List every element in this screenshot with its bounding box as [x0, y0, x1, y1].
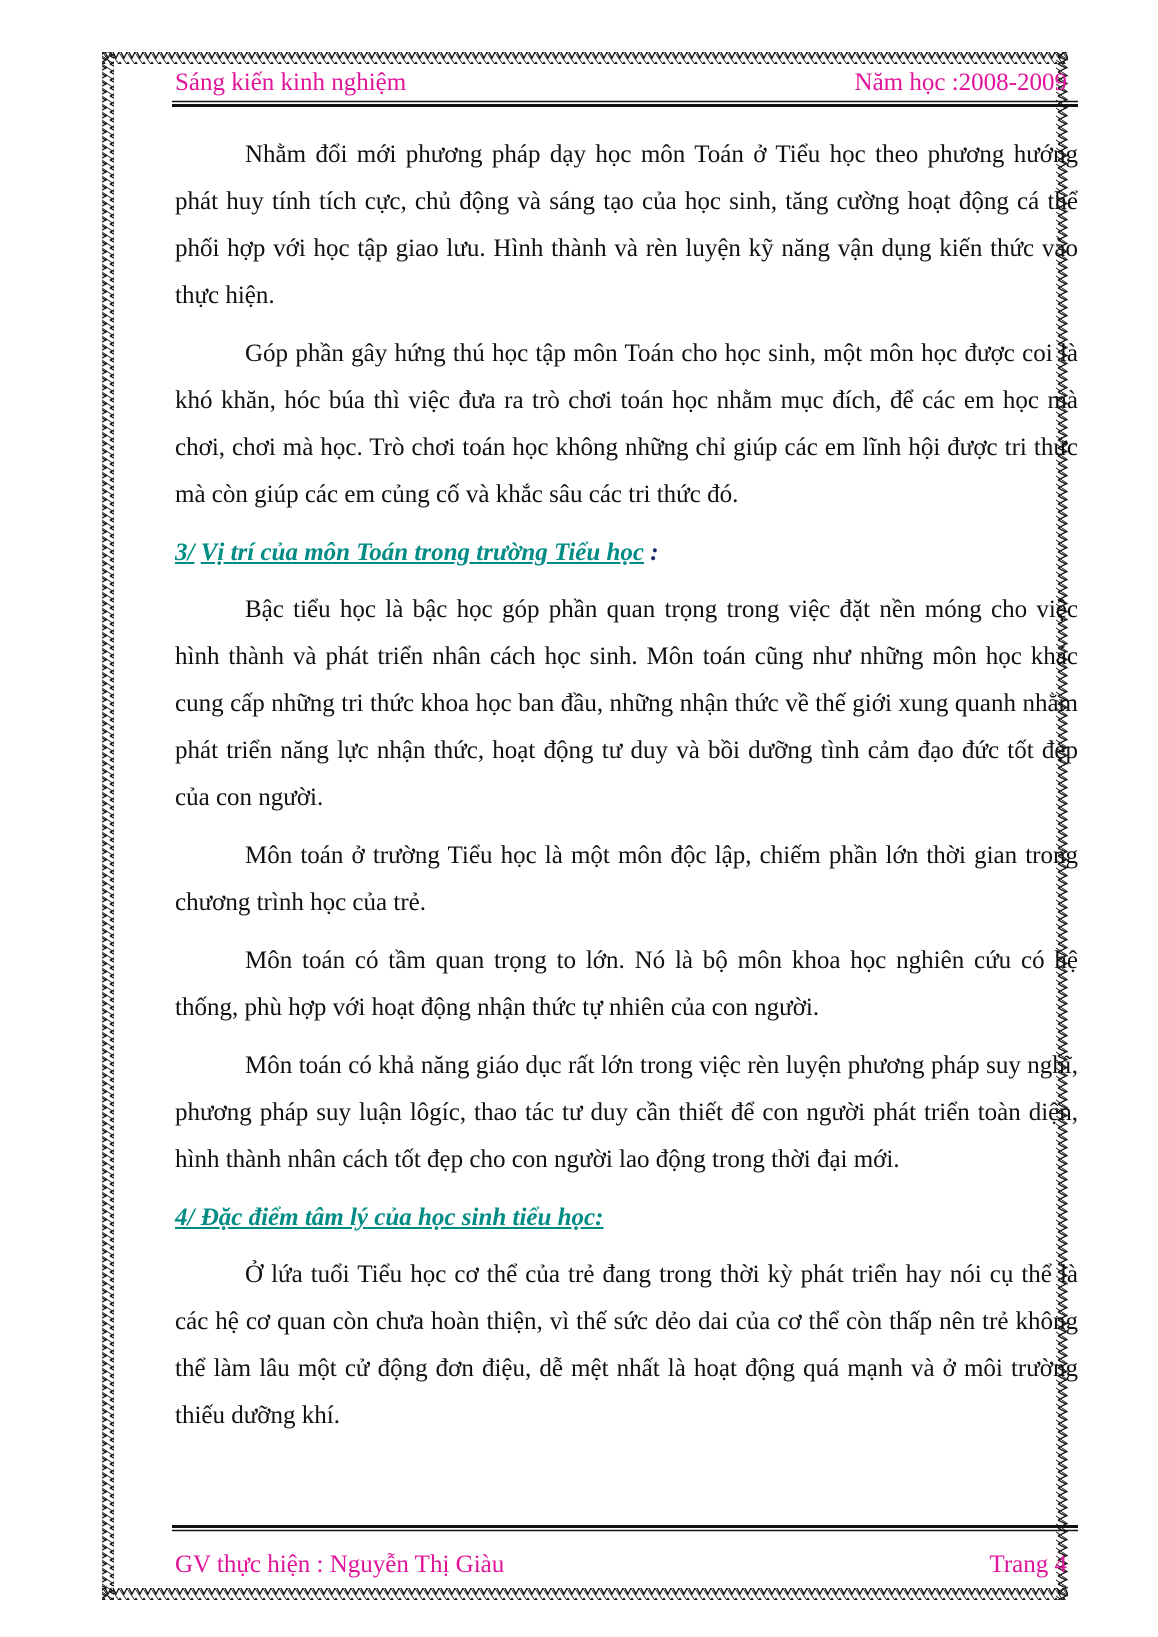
- footer-page-number: Trang 4: [989, 1551, 1067, 1578]
- intro-paragraph-1: Nhằm đổi mới phương pháp dạy học môn Toán ở Tiểu học theo phương hướng phát huy tính tích cực, chủ động và sáng tạo của học sinh, tăng cường hoạt động cá thể phối hợp với học tập giao lưu. Hình thành và rèn luyện kỹ năng vận dụng kiến thức vào thực hiện.: [175, 141, 1078, 309]
- section-3-number: 3/: [175, 539, 195, 566]
- border-bottom: [102, 1588, 1068, 1600]
- footer-author: GV thực hiện : Nguyễn Thị Giàu: [175, 1551, 505, 1578]
- header-rule: [172, 100, 1078, 108]
- section-4-title: 4/ Đặc điểm tâm lý của học sinh tiểu học:: [175, 1204, 604, 1231]
- header-document-type: Sáng kiến kinh nghiệm: [175, 69, 407, 96]
- section-3-heading: [175, 529, 1078, 576]
- section-3-colon: :: [644, 539, 659, 566]
- section-3-title: Vị trí của môn Toán trong trường Tiểu học: [200, 539, 645, 566]
- document-body: [175, 131, 1078, 1450]
- footer-rule: [172, 1524, 1078, 1532]
- section-3-paragraph-2: Môn toán ở trường Tiểu học là một môn độc lập, chiếm phần lớn thời gian trong chương trình học của trẻ.: [175, 842, 1078, 916]
- header-school-year: Năm học :2008-2009: [854, 69, 1067, 96]
- section-3-paragraph-3: Môn toán có tầm quan trọng to lớn. Nó là bộ môn khoa học nghiên cứu có hệ thống, phù hợp với hoạt động nhận thức tự nhiên của con người.: [175, 947, 1078, 1021]
- section-4-heading: [175, 1194, 1078, 1241]
- section-3-paragraph-4: Môn toán có khả năng giáo dục rất lớn trong việc rèn luyện phương pháp suy nghĩ, phương pháp suy luận lôgíc, thao tác tư duy cần thiết để con người phát triển toàn diện, hình thành nhân cách tốt đẹp cho con người lao động trong thời đại mới.: [175, 1052, 1078, 1173]
- page-footer: [175, 1548, 1073, 1582]
- border-left: [102, 52, 114, 1600]
- intro-paragraph-2: Góp phần gây hứng thú học tập môn Toán cho học sinh, một môn học được coi là khó khăn, hóc búa thì việc đưa ra trò chơi toán học nhằm mục đích, để các em học mà chơi, chơi mà học. Trò chơi toán học không những chỉ giúp các em lĩnh hội được tri thức mà còn giúp các em củng cố và khắc sâu các tri thức đó.: [175, 340, 1078, 508]
- page-header: [175, 66, 1073, 100]
- section-3-paragraph-1: Bậc tiểu học là bậc học góp phần quan trọng trong việc đặt nền móng cho việc hình thành và phát triển nhân cách học sinh. Môn toán cũng như những môn học khác cung cấp những tri thức khoa học ban đầu, những nhận thức về thế giới xung quanh nhằm phát triển năng lực nhận thức, hoạt động tư duy và bồi dưỡng tình cảm đạo đức tốt đẹp của con người.: [175, 596, 1078, 811]
- section-4-paragraph-1: Ở lứa tuổi Tiểu học cơ thể của trẻ đang trong thời kỳ phát triển hay nói cụ thể là các hệ cơ quan còn chưa hoàn thiện, vì thế sức dẻo dai của cơ thể còn thấp nên trẻ không thể làm lâu một cử động đơn điệu, dễ mệt nhất là hoạt động quá mạnh và ở môi trường thiếu dưỡng khí.: [175, 1261, 1078, 1429]
- border-top: [102, 52, 1068, 64]
